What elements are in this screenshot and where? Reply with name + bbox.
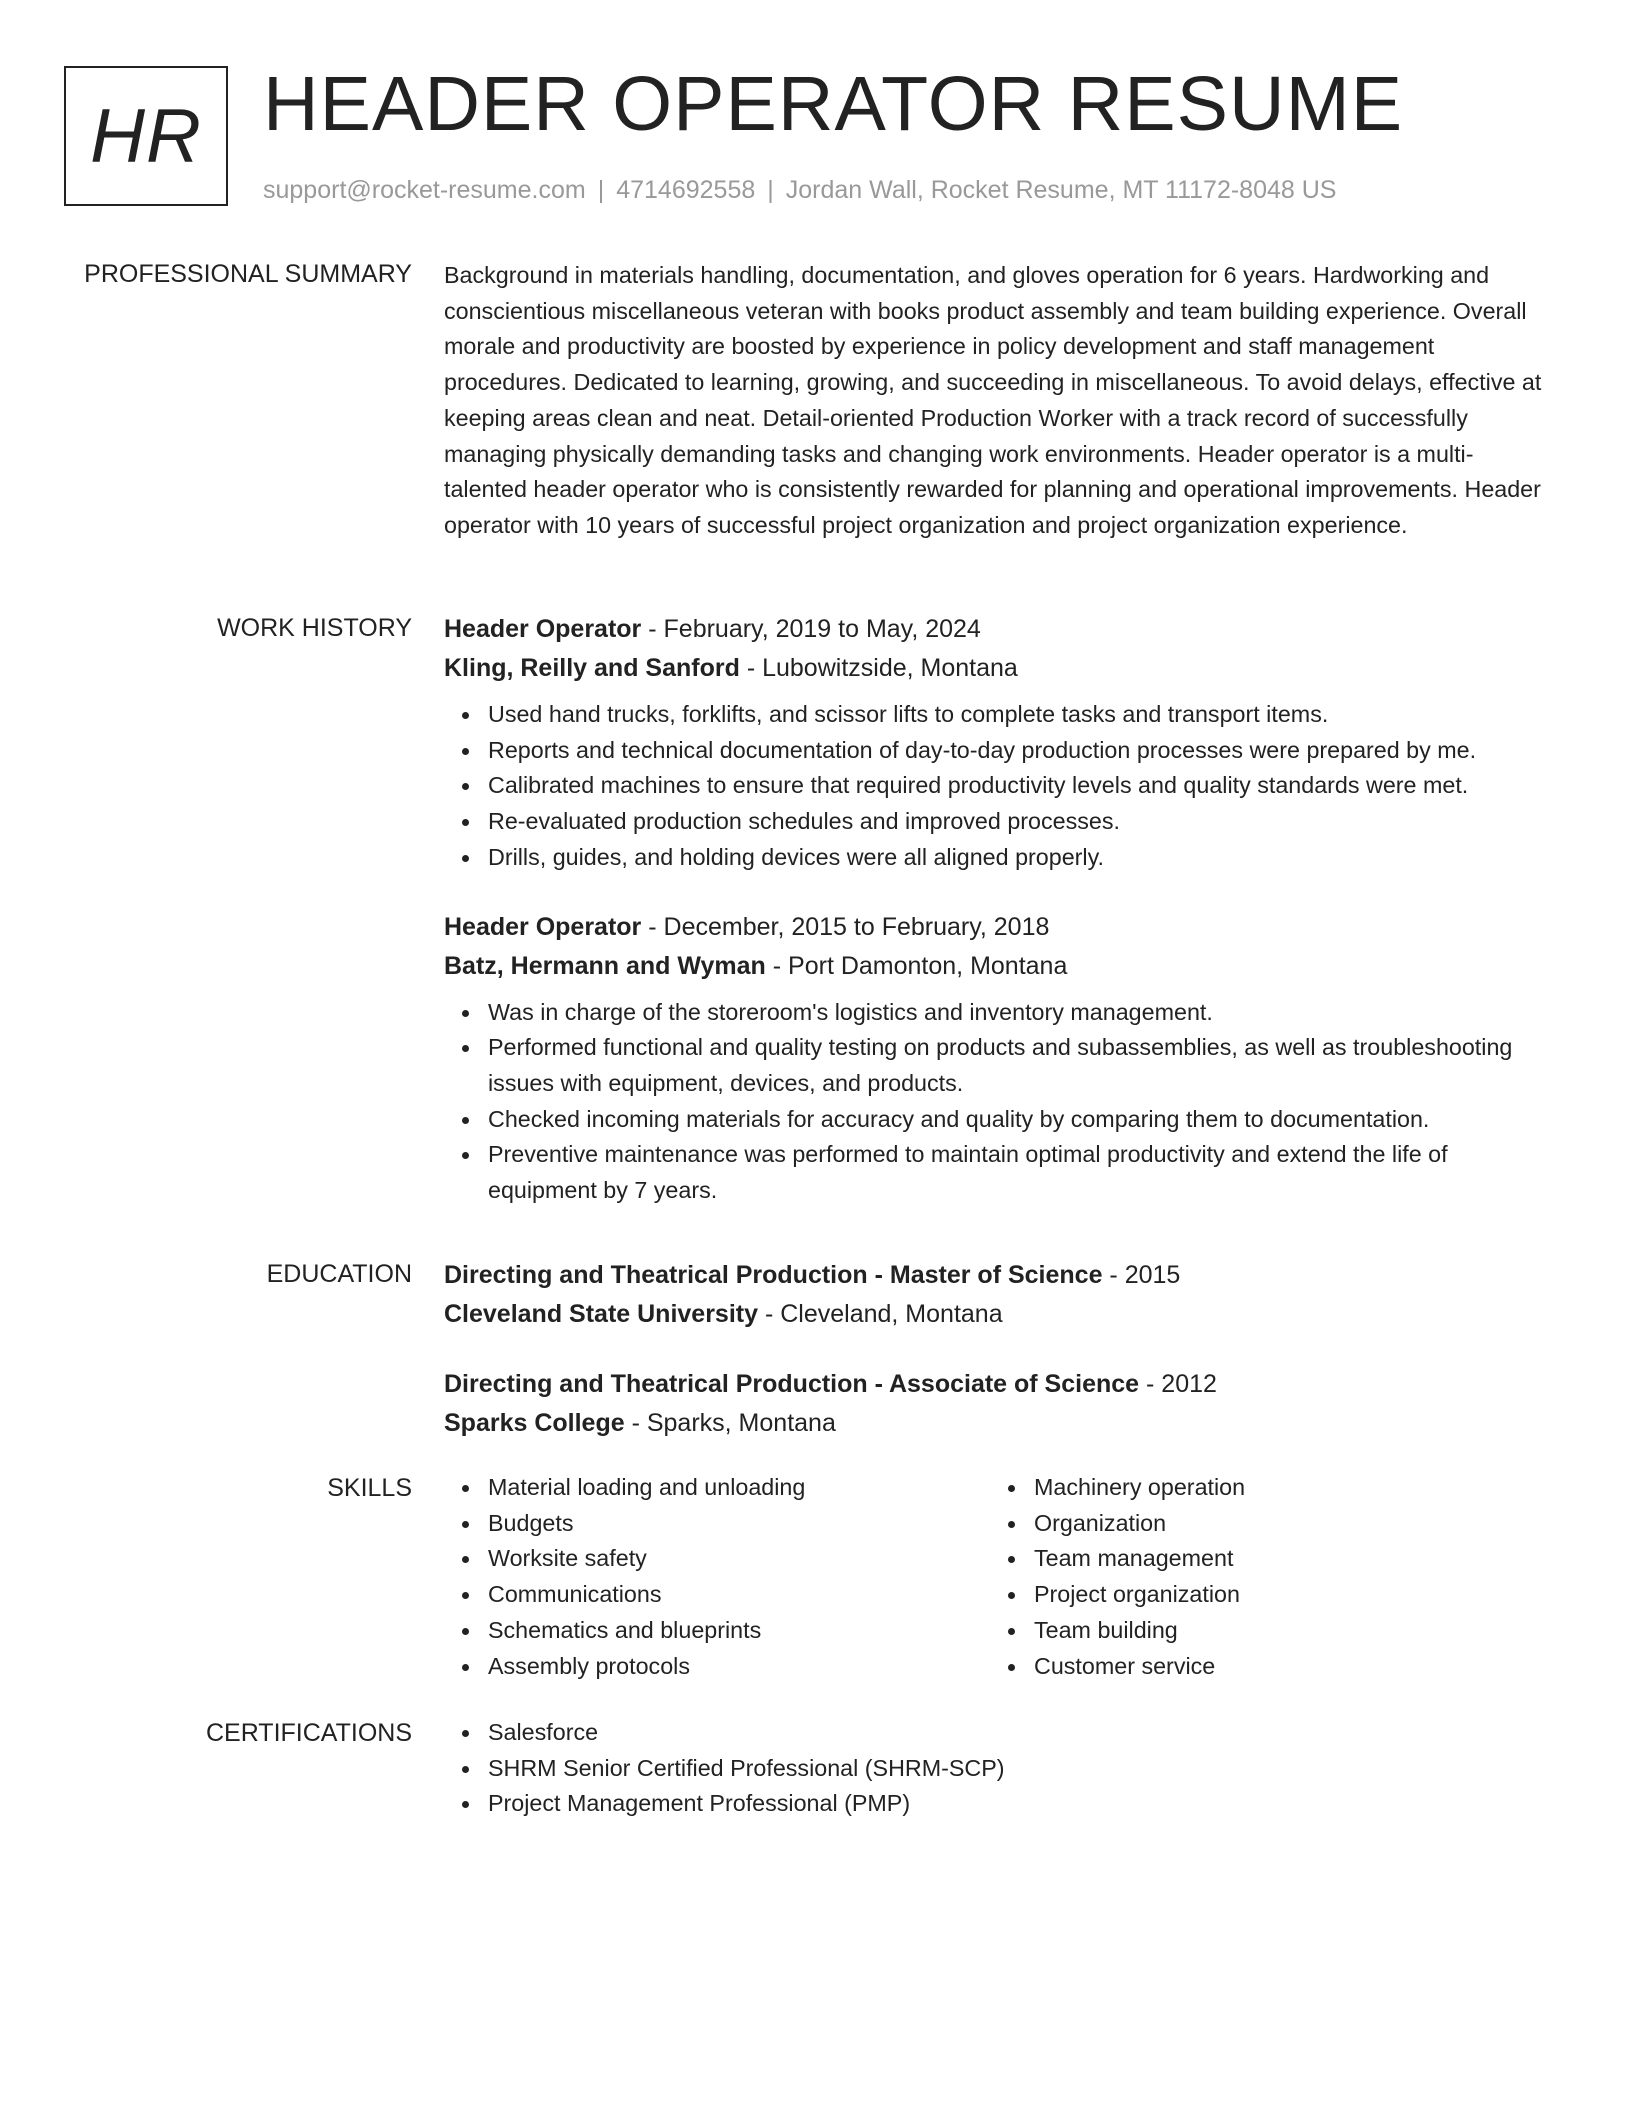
job-bullet: Re-evaluated production schedules and improved processes. [488,804,1554,840]
summary-body [444,258,1554,544]
education-school-line [444,1295,1554,1334]
skill-item: Worksite safety [488,1541,990,1577]
skill-item: Team building [1034,1613,1536,1649]
education-body [444,1256,1554,1443]
education-entry [444,1365,1554,1443]
job-company: Batz, Hermann and Wyman [444,951,766,980]
education-location: - Cleveland, Montana [758,1300,1003,1328]
skill-item: Machinery operation [1034,1470,1536,1506]
certification-item: SHRM Senior Certified Professional (SHRM-SCP) [488,1751,1554,1787]
skills-columns [444,1470,1554,1684]
job-bullet: Preventive maintenance was performed to maintain optimal productivity and extend the life of equipment by 7 years. [488,1137,1554,1208]
contact-address: Jordan Wall, Rocket Resume, MT 11172-8048 US [785,176,1337,204]
job-title-line [444,610,1554,649]
contact-email[interactable]: support@rocket-resume.com [263,176,586,204]
job-location: - Port Damonton, Montana [765,951,1068,980]
contact-phone[interactable]: 4714692558 [616,176,756,204]
skill-item: Organization [1034,1506,1536,1542]
skill-item: Budgets [488,1506,990,1542]
skills-list-right [990,1470,1536,1684]
certification-item: Salesforce [488,1715,1554,1751]
job-bullet: Drills, guides, and holding devices were all aligned properly. [488,840,1554,876]
job-bullets [444,995,1554,1209]
monogram-logo: HR [64,66,228,206]
job-bullet: Reports and technical documentation of day-to-day production processes were prepared by me. [488,733,1554,769]
section-heading-summary: PROFESSIONAL SUMMARY [84,260,412,288]
job-entry [444,610,1554,876]
job-location: - Lubowitzside, Montana [739,654,1018,682]
skills-body [444,1470,1554,1684]
job-bullet: Performed functional and quality testing on products and subassemblies, as well as troubleshooting issues with equipment, devices, and products. [488,1030,1554,1101]
education-school-line [444,1404,1554,1443]
section-heading-skills: SKILLS [327,1474,412,1502]
education-school: Sparks College [444,1409,625,1437]
job-bullet: Used hand trucks, forklifts, and scissor lifts to complete tasks and transport items. [488,697,1554,733]
education-school: Cleveland State University [444,1300,759,1328]
section-heading-work-history: WORK HISTORY [217,614,412,642]
job-title: Header Operator [444,615,642,643]
job-dates: - December, 2015 to February, 2018 [641,912,1050,941]
certification-item: Project Management Professional (PMP) [488,1786,1554,1822]
education-degree: Directing and Theatrical Production - Associate of Science [444,1370,1140,1398]
skill-item: Project organization [1034,1577,1536,1613]
skill-item: Schematics and blueprints [488,1613,990,1649]
education-degree: Directing and Theatrical Production - Master of Science [444,1261,1103,1289]
skill-item: Customer service [1034,1649,1536,1685]
work-history-body [444,610,1554,1209]
education-degree-line [444,1256,1554,1295]
section-heading-education: EDUCATION [266,1260,412,1288]
job-bullet: Calibrated machines to ensure that required productivity levels and quality standards were met. [488,768,1554,804]
skill-item: Material loading and unloading [488,1470,990,1506]
resume-title: HEADER OPERATOR RESUME [263,61,1404,147]
job-company-line [444,947,1554,986]
job-title: Header Operator [444,912,642,941]
skill-item: Communications [488,1577,990,1613]
contact-separator: | [767,176,774,204]
job-bullet: Was in charge of the storeroom's logistics and inventory management. [488,995,1554,1031]
job-company-line [444,649,1554,688]
skill-item: Assembly protocols [488,1649,990,1685]
job-bullets [444,697,1554,876]
certifications-body [444,1715,1554,1822]
job-dates: - February, 2019 to May, 2024 [641,615,981,643]
job-entry [444,908,1554,1209]
certifications-list [444,1715,1554,1822]
education-entry [444,1256,1554,1334]
summary-text: Background in materials handling, documentation, and gloves operation for 6 years. Hardworking and conscientious miscellaneous veteran with books product assembly and team building experience. Overall morale and productivity are boosted by experience in policy development and staff management procedures. Dedicated to learning, growing, and succeeding in miscellaneous. To avoid delays, effective at keeping areas clean and neat. Detail-oriented Production Worker with a track record of successfully managing physically demanding tasks and changing work environments. Header operator is a multi-talented header operator who is consistently rewarded for planning and operational improvements. Header operator with 10 years of successful project organization and project organization experience. [444,262,1542,538]
contact-separator: | [597,176,605,204]
education-degree-line [444,1365,1554,1404]
skills-list-left [444,1470,990,1684]
education-year: - 2015 [1102,1261,1181,1289]
education-location: - Sparks, Montana [624,1409,836,1437]
section-heading-certifications: CERTIFICATIONS [205,1719,412,1747]
job-title-line [444,908,1554,947]
skill-item: Team management [1034,1541,1536,1577]
job-company: Kling, Reilly and Sanford [444,654,740,682]
contact-line [263,172,1336,208]
job-bullet: Checked incoming materials for accuracy and quality by comparing them to documentation. [488,1102,1554,1138]
education-year: - 2012 [1139,1370,1217,1398]
